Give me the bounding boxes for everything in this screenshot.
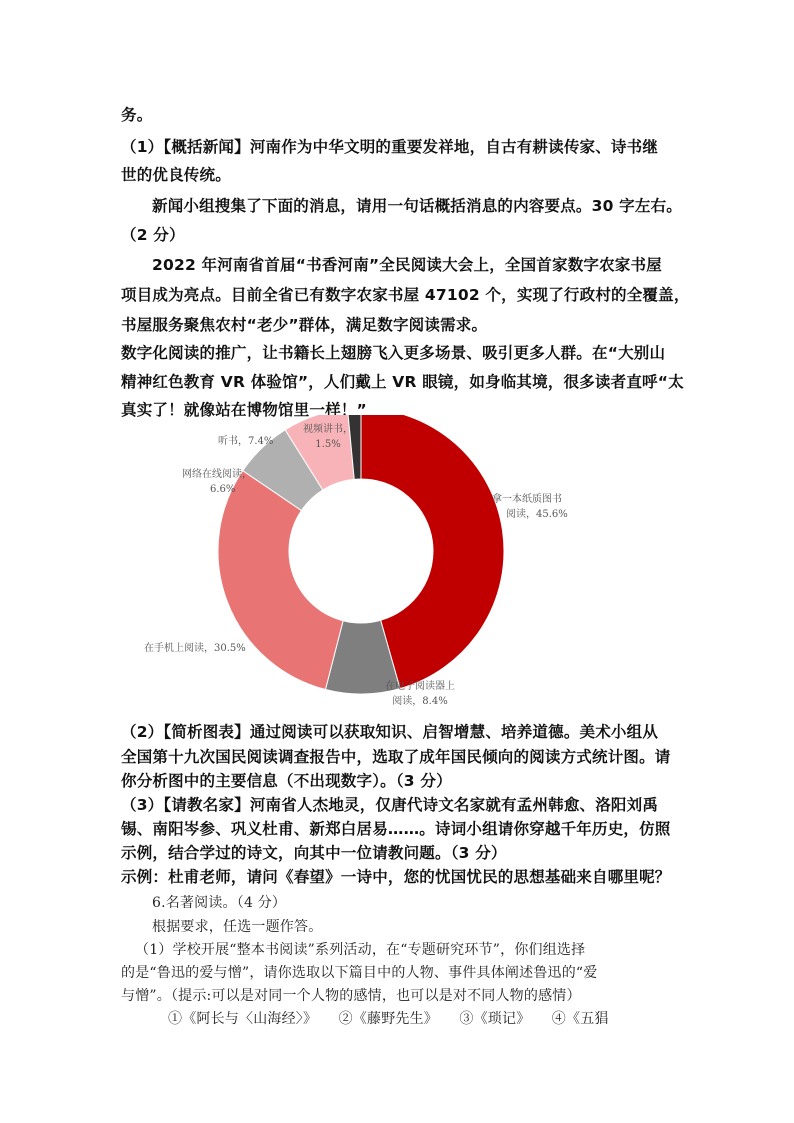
- question-2-line: （2）【简析图表】通过阅读可以获取知识、启智增慧、培养道德。美术小组从: [121, 723, 659, 741]
- question-text-line: （1）学校开展“整本书阅读”系列活动，在“专题研究环节”，你们组选择: [135, 942, 586, 958]
- slice-label: 听书，7.4%: [218, 436, 274, 447]
- options-line: ①《阿长与〈山海经〉》 ②《藤野先生》 ③《琐记》 ④《五猖: [168, 1011, 609, 1027]
- question-2-line: 你分析图中的主要信息（不出现数字）。（3 分）: [121, 772, 452, 790]
- slice-label: 视频讲书， 1.5%: [303, 424, 353, 450]
- news-line: 真实了！就像站在博物馆里一样！”: [121, 401, 367, 419]
- question-text-line: 与憎”。（提示:可以是对同一个人物的感情，也可以是对不同人物的感情）: [121, 988, 581, 1004]
- question-3-line: 示例，结合学过的诗文，向其中一位请教问题。（3 分）: [121, 844, 507, 862]
- text-line: 世的优良传统。: [121, 166, 231, 184]
- news-line: 书屋服务聚焦农村“老少”群体，满足数字阅读需求。: [121, 316, 488, 334]
- slice-label: 在手机上阅读，30.5%: [144, 643, 246, 654]
- slice-label: 拿一本纸质图书阅读，45.6%: [492, 494, 568, 520]
- news-line: 2022 年河南省首届“书香河南”全民阅读大会上，全国首家数字农家书屋: [152, 256, 662, 274]
- question-3-line: 锡、南阳岑参、巩义杜甫、新郑白居易……。诗词小组请你穿越千年历史，仿照: [121, 820, 671, 838]
- question-2-line: 全国第十九次国民阅读调查报告中，选取了成年国民倾向的阅读方式统计图。请: [121, 748, 671, 766]
- question-3-line: （3）【请教名家】河南省人杰地灵，仅唐代诗文名家就有孟州韩愈、洛阳刘禹: [121, 796, 659, 814]
- instruction-line: 新闻小组搜集了下面的消息，请用一句话概括消息的内容要点。30 字左右。: [152, 197, 682, 215]
- donut-slice: [218, 471, 343, 690]
- text-line: 务。: [121, 106, 153, 124]
- slice-label: 网络在线阅读， 6.6%: [182, 469, 252, 495]
- news-line: 精神红色教育 VR 体验馆”，人们戴上 VR 眼镜，如身临其境，很多读者直呼“太: [121, 373, 684, 391]
- instruction-line: 根据要求，任选一题作答。: [152, 919, 323, 935]
- news-line: 项目成为亮点。目前全省已有数字农家书屋 47102 个，实现了行政村的全覆盖，: [121, 286, 690, 304]
- question-6-heading: 6.名著阅读。（4 分）: [152, 895, 287, 911]
- slice-label: 在电子阅读器上阅读，8.4%: [385, 681, 455, 707]
- example-line: 示例：杜甫老师，请问《春望》一诗中，您的忧国忧民的思想基础来自哪里呢？: [121, 868, 671, 886]
- news-line: 数字化阅读的推广，让书籍长上翅膀飞入更多场景、吸引更多人群。在“大别山: [121, 344, 666, 362]
- reading-methods-donut-chart: [130, 415, 650, 715]
- question-1-heading: （1）【概括新闻】河南作为中华文明的重要发祥地，自古有耕读传家、诗书继: [121, 138, 659, 156]
- question-text-line: 的是“鲁迅的爱与憎”，请你选取以下篇目中的人物、事件具体阐述鲁迅的“爱: [121, 965, 598, 981]
- score-line: （2 分）: [121, 226, 185, 244]
